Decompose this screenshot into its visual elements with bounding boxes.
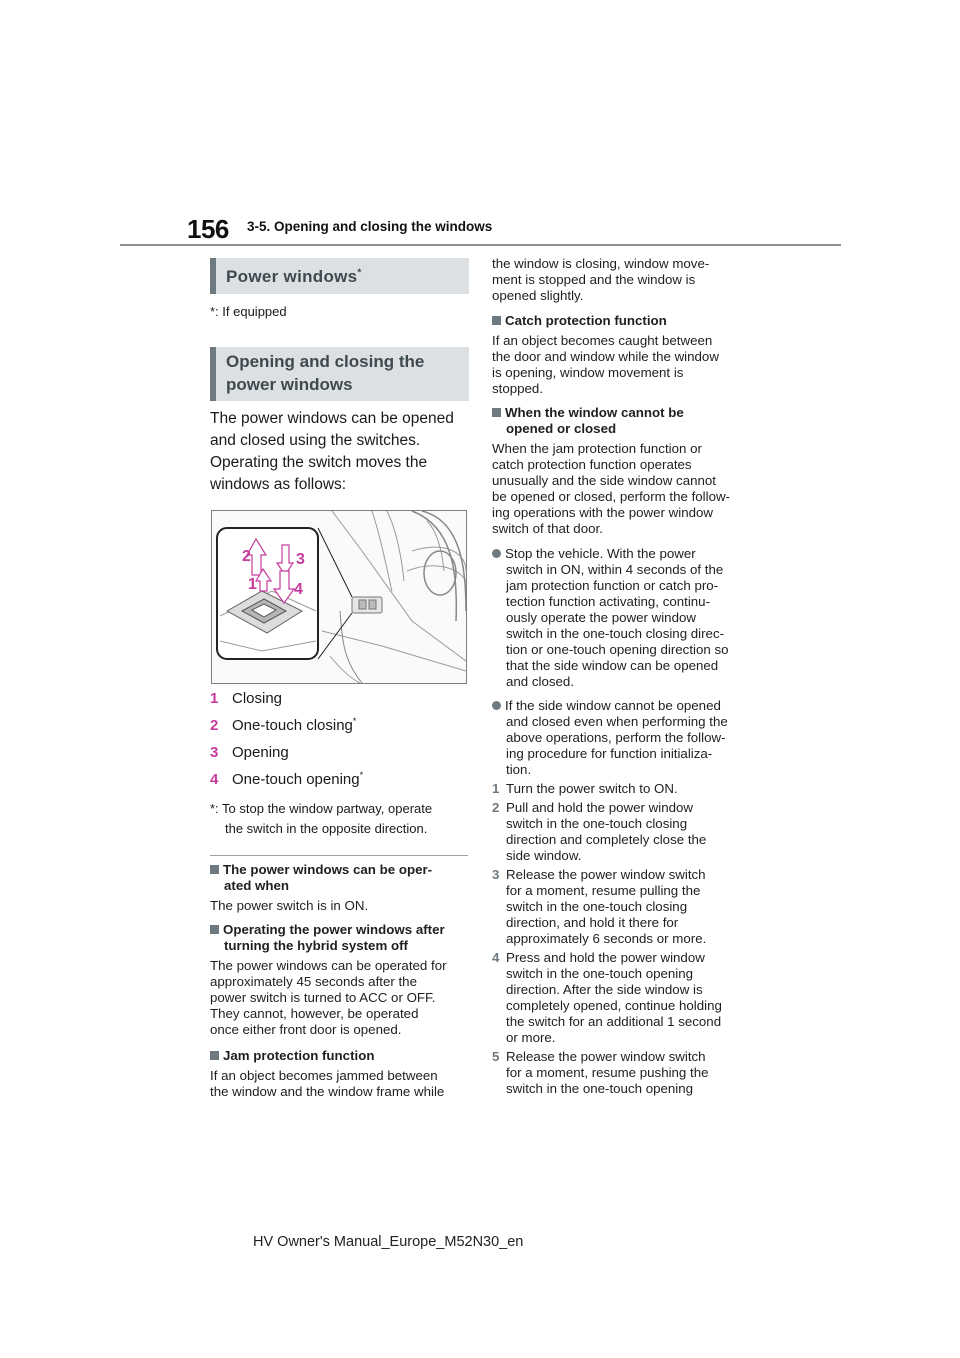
asterisk-mark: * — [359, 770, 364, 780]
power-windows-heading — [210, 258, 469, 294]
step-line: or more. — [506, 1030, 556, 1045]
body-line: be opened or closed, perform the follow- — [492, 489, 731, 504]
step-line: switch in the one-touch opening — [506, 1081, 694, 1096]
step-number: 2 — [492, 800, 500, 815]
footnote-line: *: To stop the window partway, operate — [210, 801, 433, 816]
step-item — [492, 950, 754, 1046]
body-line: is opening, window movement is — [492, 365, 684, 380]
body-text — [210, 1068, 470, 1100]
asterisk-mark: * — [357, 267, 362, 279]
body-line: ing procedure for function initializa- — [506, 746, 713, 761]
step-line: approximately 6 seconds or more. — [506, 931, 707, 946]
heading-text: When the window cannot be — [505, 405, 684, 420]
body-line: tion. — [506, 762, 532, 777]
body-line: Stop the vehicle. With the power — [505, 546, 696, 561]
jam-continued — [492, 256, 754, 304]
body-line: When the jam protection function or — [492, 441, 702, 456]
square-bullet-icon — [210, 1051, 219, 1060]
bullet-initialization — [492, 698, 754, 778]
footnote-stop — [210, 799, 472, 839]
intro-line: Operating the switch moves the — [210, 454, 428, 471]
body-line: tion or one-touch opening direction so — [506, 642, 729, 657]
body-text — [210, 958, 470, 1038]
catch-section — [492, 313, 754, 397]
body-line: and closed even when performing the — [506, 714, 728, 729]
step-item — [492, 867, 754, 947]
square-bullet-icon — [492, 408, 501, 417]
step-line: switch in the one-touch closing — [506, 816, 688, 831]
body-line: If an object becomes jammed between — [210, 1068, 438, 1083]
square-bullet-icon — [210, 865, 219, 874]
legend-item — [210, 689, 468, 707]
step-item — [492, 781, 754, 797]
step-line: switch in the one-touch closing — [506, 899, 688, 914]
legend-number: 2 — [210, 717, 219, 734]
step-line: direction, and hold it there for — [506, 915, 679, 930]
step-line: Turn the power switch to ON. — [506, 781, 678, 796]
intro-line: windows as follows: — [210, 476, 347, 493]
power-windows-title: Power windows — [226, 267, 358, 286]
figure-label-1: 1 — [248, 576, 257, 593]
body-line: once either front door is opened. — [210, 1022, 402, 1037]
intro-line: The power windows can be opened — [210, 410, 454, 427]
step-line: for a moment, resume pulling the — [506, 883, 701, 898]
step-line: side window. — [506, 848, 582, 863]
body-line: ment is stopped and the window is — [492, 272, 696, 287]
heading-text: opened or closed — [506, 421, 617, 436]
heading-line: Opening and closing the — [226, 352, 425, 371]
after-section — [210, 922, 470, 1038]
body-line: and closed. — [506, 674, 575, 689]
circle-bullet-icon — [492, 701, 501, 710]
intro-line: and closed using the switches. — [210, 432, 421, 449]
step-line: direction and completely close the — [506, 832, 707, 847]
body-line: unusually and the side window cannot — [492, 473, 716, 488]
body-line: ing operations with the power window — [492, 505, 714, 520]
heading-text: Operating the power windows after — [223, 922, 445, 937]
heading-line: power windows — [226, 375, 353, 394]
section-rule — [210, 855, 468, 856]
step-number: 4 — [492, 950, 500, 965]
step-number: 5 — [492, 1049, 500, 1064]
body-text: The power switch is in ON. — [210, 898, 369, 913]
step-number: 3 — [492, 867, 500, 882]
step-item — [492, 1049, 754, 1097]
body-line: opened slightly. — [492, 288, 584, 303]
section-heading — [210, 862, 470, 894]
legend-number: 1 — [210, 690, 219, 707]
body-line: that the side window can be opened — [506, 658, 719, 673]
legend-item — [210, 770, 468, 788]
section-heading — [210, 922, 470, 954]
heading-text: Jam protection function — [223, 1048, 375, 1063]
body-line: above operations, perform the follow- — [506, 730, 726, 745]
step-line: Press and hold the power window — [506, 950, 705, 965]
legend-text: Opening — [232, 744, 289, 761]
body-line: stopped. — [492, 381, 544, 396]
step-list — [492, 781, 754, 1097]
header-rule — [120, 244, 841, 246]
asterisk-mark: * — [352, 716, 357, 726]
body-line: If an object becomes caught between — [492, 333, 713, 348]
cannot-section — [492, 405, 754, 537]
body-text — [492, 333, 754, 397]
legend-text: One-touch closing — [232, 717, 353, 734]
legend-number: 3 — [210, 744, 219, 761]
section-heading — [210, 1048, 470, 1064]
heading-text: The power windows can be oper- — [223, 862, 433, 877]
body-line: switch in ON, within 4 seconds of the — [506, 562, 724, 577]
legend-item — [210, 743, 468, 761]
step-line: direction. After the side window is — [506, 982, 703, 997]
footnote-equipped: *: If equipped — [210, 304, 287, 319]
body-line: If the side window cannot be opened — [505, 698, 721, 713]
section-heading — [492, 313, 754, 329]
jam-section — [210, 1048, 470, 1100]
section-heading — [492, 405, 754, 437]
step-line: Release the power window switch — [506, 867, 706, 882]
body-line: approximately 45 seconds after the — [210, 974, 417, 989]
when-section — [210, 862, 470, 914]
window-switch-illustration — [211, 510, 467, 684]
step-number: 1 — [492, 781, 500, 796]
body-line: power switch is turned to ACC or OFF. — [210, 990, 436, 1005]
body-line: catch protection function operates — [492, 457, 692, 472]
body-line: They cannot, however, be operated — [210, 1006, 419, 1021]
page-number: 156 — [187, 214, 229, 244]
step-line: switch in the one-touch opening — [506, 966, 694, 981]
switch-diagram — [212, 511, 466, 683]
heading-text: turning the hybrid system off — [224, 938, 408, 953]
step-line: completely opened, continue holding — [506, 998, 722, 1013]
body-line: ously operate the power window — [506, 610, 696, 625]
step-line: Release the power window switch — [506, 1049, 706, 1064]
body-text — [492, 441, 754, 537]
section-title: 3-5. Opening and closing the windows — [247, 219, 493, 234]
body-line: tection function activating, continu- — [506, 594, 711, 609]
circle-bullet-icon — [492, 549, 501, 558]
figure-label-4: 4 — [294, 581, 303, 598]
step-item — [492, 800, 754, 864]
figure-label-2: 2 — [242, 548, 251, 565]
heading-text: ated when — [224, 878, 290, 893]
body-line: the door and window while the window — [492, 349, 719, 364]
body-line: jam protection function or catch pro- — [506, 578, 719, 593]
body-line: the window and the window frame while — [210, 1084, 445, 1099]
legend-item — [210, 716, 468, 734]
body-line: switch of that door. — [492, 521, 603, 536]
legend-number: 4 — [210, 771, 219, 788]
intro-text — [210, 408, 468, 496]
footnote-line: the switch in the opposite direction. — [225, 821, 428, 836]
square-bullet-icon — [492, 316, 501, 325]
legend-text: Closing — [232, 690, 283, 707]
step-line: Pull and hold the power window — [506, 800, 694, 815]
step-line: for a moment, resume pushing the — [506, 1065, 709, 1080]
legend-text: One-touch opening — [232, 771, 360, 788]
heading-text: Catch protection function — [505, 313, 667, 328]
step-line: the switch for an additional 1 second — [506, 1014, 722, 1029]
square-bullet-icon — [210, 925, 219, 934]
figure-label-3: 3 — [296, 551, 305, 568]
body-line: switch in the one-touch closing direc- — [506, 626, 725, 641]
body-line: the window is closing, window move- — [492, 256, 710, 271]
bullet-stop-vehicle — [492, 546, 754, 690]
footer-text: HV Owner's Manual_Europe_M52N30_en — [253, 1234, 524, 1250]
opening-closing-heading — [210, 347, 469, 401]
body-line: The power windows can be operated for — [210, 958, 447, 973]
